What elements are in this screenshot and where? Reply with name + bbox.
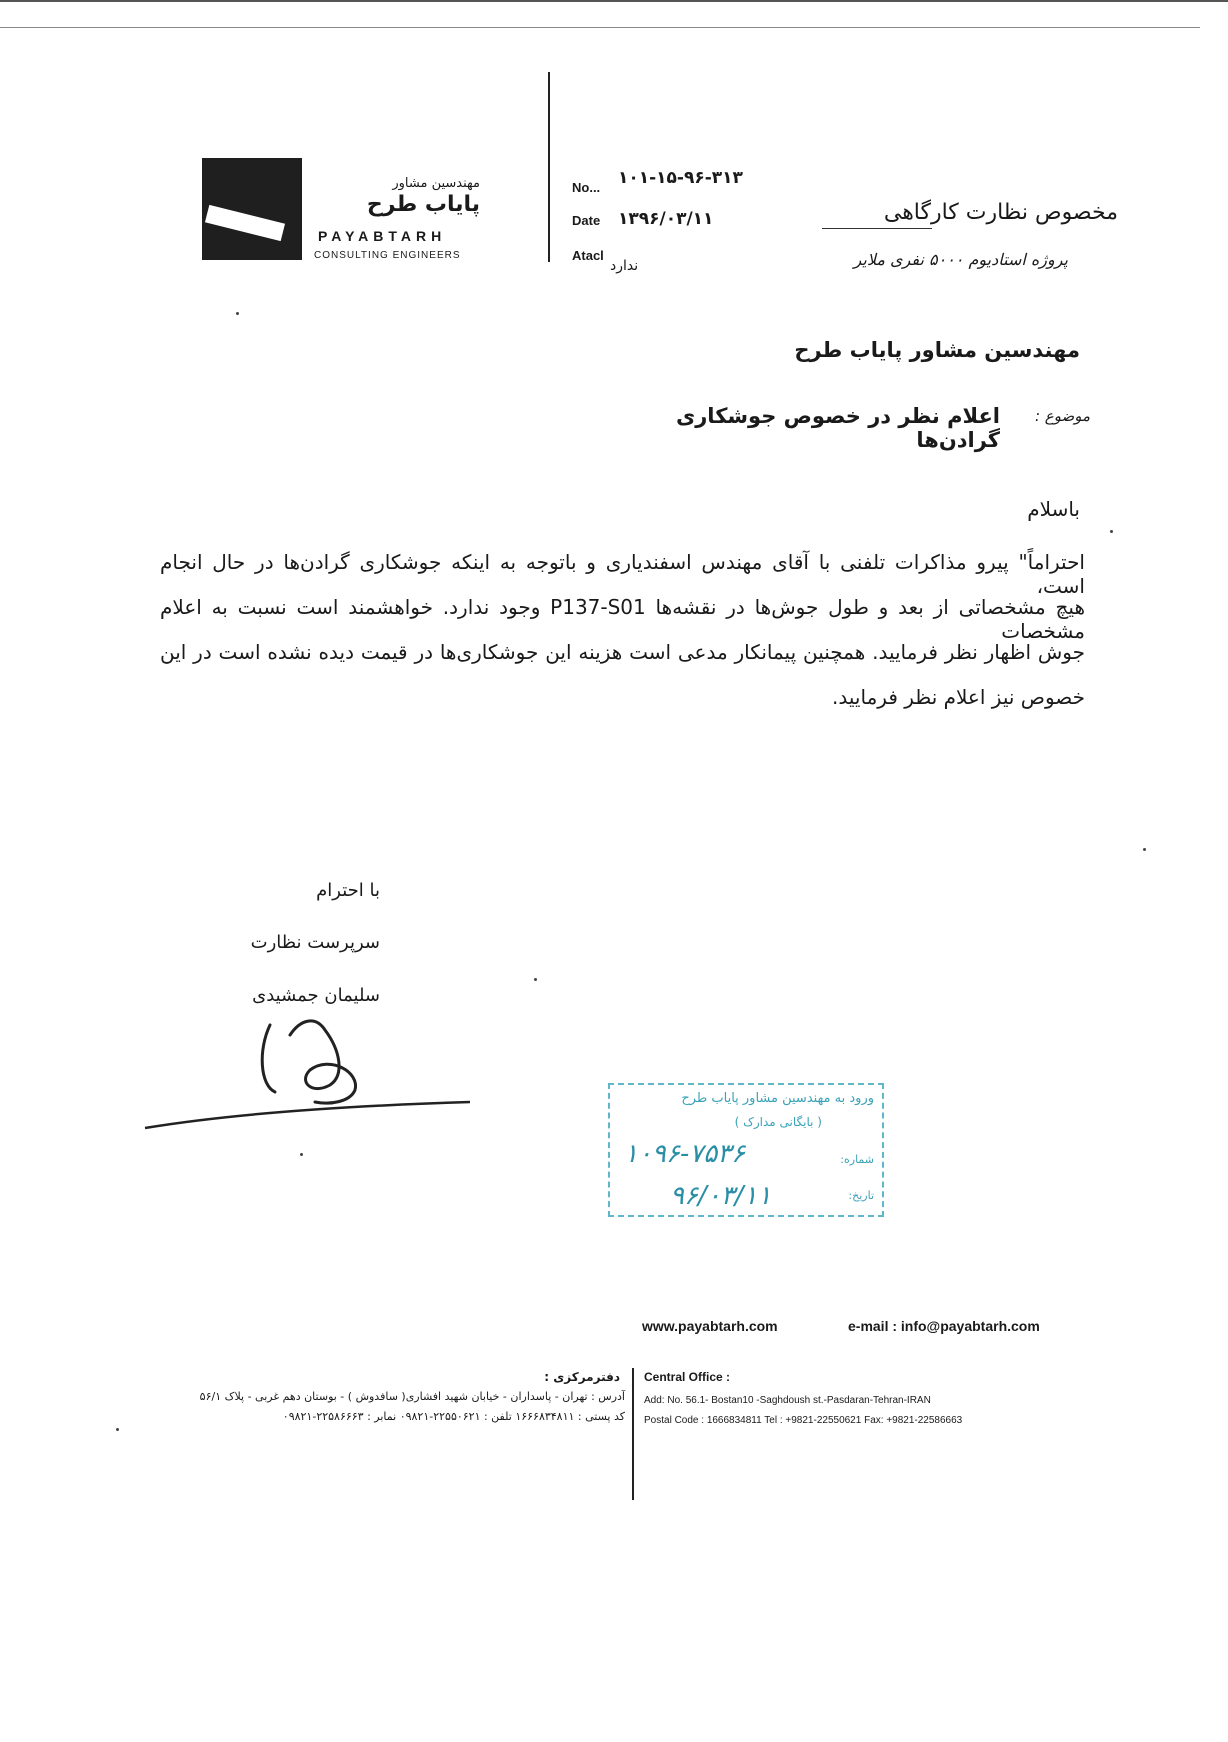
stamp-header: ورود به مهندسین مشاور پایاب طرح (681, 1091, 874, 1106)
footer-fa-address: آدرس : تهران - پاسداران - خیابان شهید افشاری( سافدوش ) - بوستان دهم غربی - پلاک ۵۶/۱ (199, 1390, 625, 1403)
logo-fa-name: پایاب طرح (366, 192, 480, 217)
footer-divider (632, 1368, 634, 1500)
footer-en-address: Add: No. 56.1- Bostan10 -Saghdoush st.-Pasdaran-Tehran-IRAN (644, 1395, 931, 1406)
closing-title: سرپرست نظارت (250, 932, 380, 953)
scan-speck (236, 312, 239, 315)
footer-en-title: Central Office : (644, 1370, 731, 1384)
scan-speck (534, 978, 537, 981)
footer-email: e-mail : info@payabtarh.com (848, 1318, 1040, 1334)
footer-website: www.payabtarh.com (642, 1318, 778, 1334)
closing-regards: با احترام (316, 880, 380, 901)
body-line-3: جوش اظهار نظر فرمایید. همچنین پیمانکار مدعی است هزینه این جوشکاری‌ها در قیمت دیده نشده است در این (160, 640, 1085, 664)
footer-fa-contact: کد پستی : ۱۶۶۶۸۳۴۸۱۱ تلفن : ۲۲۵۵۰۶۲۱-۰۹۸۲۱ نمابر : ۲۲۵۸۶۶۶۳-۰۹۸۲۱ (282, 1410, 625, 1423)
number-label: No... (572, 180, 601, 195)
stamp-date: ۹۶/۰۳/۱۱ (670, 1181, 772, 1211)
stamp-number-label: شماره: (840, 1153, 874, 1166)
scan-speck (300, 1153, 303, 1156)
scan-speck (1143, 848, 1146, 851)
confidential-label: مخصوص نظارت کارگاهی (883, 200, 1118, 225)
body-line-1: احتراماً" پیرو مذاکرات تلفنی با آقای مهندس اسفندیاری و باتوجه به اینکه جوشکاری گرادن‌ها در حال انجام است، (160, 550, 1085, 598)
company-logo (202, 158, 302, 260)
attachment-value: ندارد (610, 258, 639, 274)
stamp-number: ۱۰۹۶-۷۵۳۶ (624, 1139, 746, 1169)
number-value: ۱۰۱-۱۵-۹۶-۳۱۳ (618, 168, 743, 188)
subject-label: موضوع : (1034, 407, 1090, 425)
footer-fa-title: دفترمرکزی : (544, 1370, 620, 1384)
closing-name: سلیمان جمشیدی (252, 985, 380, 1006)
attachment-label: Atacl (572, 248, 604, 263)
recipient: مهندسین مشاور پایاب طرح (794, 338, 1080, 362)
body-line-2: هیچ مشخصاتی از بعد و طول جوش‌ها در نقشه‌ها P137-S01 وجود ندارد. خواهشمند است نسبت به اعلام مشخصات (160, 595, 1086, 643)
greeting: باسلام (1027, 497, 1080, 521)
date-value: ۱۳۹۶/۰۳/۱۱ (618, 209, 714, 229)
scan-top-edge (0, 0, 1228, 2)
footer-en-contact: Postal Code : 1666834811 Tel : +9821-22550621 Fax: +9821-22586663 (644, 1415, 963, 1426)
logo-stripe (205, 205, 285, 241)
confidential-underline (822, 228, 932, 229)
stamp-subtitle: ( بایگانی مدارک ) (734, 1115, 822, 1129)
subject-text: اعلام نظر در خصوص جوشکاری گرادن‌ها (675, 404, 1000, 452)
logo-fa-small: مهندسین مشاور (392, 176, 480, 191)
stamp-date-label: تاریخ: (848, 1189, 874, 1202)
scan-speck (1110, 530, 1113, 533)
header-divider (548, 72, 550, 262)
logo-en-subtitle: CONSULTING ENGINEERS (314, 250, 461, 261)
date-label: Date (572, 213, 601, 228)
body-line-4: خصوص نیز اعلام نظر فرمایید. (832, 685, 1085, 709)
logo-en-name: PAYABTARH (318, 228, 447, 244)
received-stamp (608, 1083, 884, 1217)
signature (140, 1010, 480, 1150)
project-name: پروژه استادیوم ۵۰۰۰ نفری ملایر (853, 250, 1068, 269)
scan-top-line (0, 27, 1200, 28)
scan-speck (116, 1428, 119, 1431)
